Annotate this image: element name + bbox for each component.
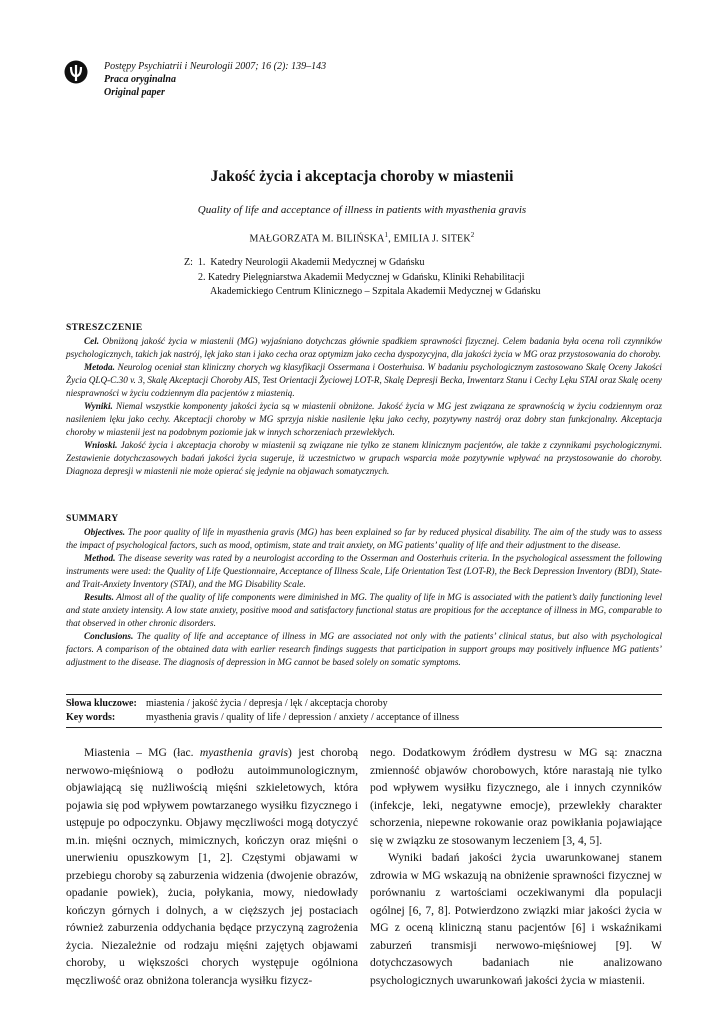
text-conclusions: The quality of life and acceptance of illness in MG are associated not only with the patients’ clinical status, but also with psychological factors. A comparison of the obtained data with earlier research findings suggests that participation in support groups may positively influence MG patients’ adjustment to the disease. The diagnosis of depression in MG cannot be based solely on somatic symptoms.: [66, 631, 662, 667]
label-wnioski: Wnioski.: [84, 440, 118, 450]
label-metoda: Metoda.: [84, 362, 115, 372]
label-objectives: Objectives.: [84, 527, 126, 537]
body-text: ) jest chorobą nerwowo-mięśniową o podłożu autoimmunologicznym, objawiającą się nużliwością mięśni szkieletowych, która pojawia się pod wpływem powtarzanego wysiłku fizycznego i ustępuje po odpoczynku. Objawy męczliwości mogą dotyczyć m.in. mięśni ocznych, mimicznych, kończyn oraz mięśni o unerwieniu opuszkowym [1, 2]. Częstymi objawami w przebiegu choroby są zaburzenia widzenia (dwojenie obrazów, opadanie powiek), żucia, połykania, mowy, niedowłady kończyn górnych i dolnych, a w cięższych jej postaciach również zaburzenia oddychania będące przyczyną zagrożenia życia. Niezależnie od rodzaju mięśni zajętych objawami choroby, u większości chorych występuje ogólniona męczliwość oraz obniżona tolerancja wysiłku fizycz-: [66, 746, 358, 987]
author-1-affiliation: 1: [384, 231, 389, 239]
affiliation-1: Z: 1. Katedry Neurologii Akademii Medycznej w Gdańsku: [184, 257, 425, 268]
author-separator: ,: [388, 233, 394, 245]
body-paragraph: [66, 744, 358, 989]
label-wyniki: Wyniki.: [84, 401, 113, 411]
body-paragraph: Wyniki badań jakości życia uwarunkowanej stanem zdrowia w MG wskazują na obniżenie sprawności fizycznej w porównaniu z wartościami oczekiwanymi dla populacji ogólnej [6, 7, 8]. Potwierdzono związki miar jakości życia w MG z oceną kliniczną stanu pacjentów [6] i wskaźnikami zaburzeń transmisji nerwowo-mięśniowej [9]. W dotychczasowych badaniach nie analizowano psychologicznych uwarunkowań jakości życia w miastenii.: [370, 851, 662, 987]
affiliation-2: 2. Katedry Pielęgniarstwa Akademii Medycznej w Gdańsku, Kliniki Rehabilitacji: [198, 271, 525, 283]
body-text: Miastenia – MG (łac.: [84, 746, 200, 759]
keywords-pl-label: Słowa kluczowe:: [66, 698, 137, 709]
abstract-en-conclusions: [66, 630, 662, 669]
abstract-pl-metoda: [66, 361, 662, 400]
abstract-pl-wnioski: [66, 439, 662, 478]
affiliation-2-cont: Akademickiego Centrum Klinicznego – Szpitala Akademii Medycznej w Gdańsku: [210, 286, 541, 297]
abstract-polish: [66, 322, 662, 478]
label-cel: Cel.: [84, 336, 100, 346]
abstract-english: [66, 513, 662, 669]
text-method: The disease severity was rated by a neurologist according to the Osserman and Oosterhuis criteria. In the psychological assessment the following instruments were used: the Quality of Life Questionnaire, Acceptance of Illness Scale, Life Orientation Test (LOT-R), the Beck Depression Inventory (BDI), State- and Trait-Anxiety Inventory (STAI), and the MG Disability Scale.: [66, 553, 662, 589]
text-wyniki: Niemal wszystkie komponenty jakości życia są w miastenii obniżone. Jakość życia w MG jest związana ze sprawnością w życiu codziennym oraz nasileniem lęku jako cechy. Akceptacji choroby w MG sprzyja niskie nasilenie lęku jako cechy, pozytywny nastrój oraz dobry stan funkcjonalny. Akceptacja choroby w miastenii jest na podobnym poziomie jak w innych schorzeniach przewlekłych.: [66, 401, 662, 437]
label-results: Results.: [84, 592, 114, 602]
paper-subtitle: Quality of life and acceptance of illness in patients with myasthenia gravis: [197, 204, 527, 216]
author-1: MAŁGORZATA M. BILIŃSKA: [249, 233, 385, 245]
keywords-box: [66, 694, 662, 728]
paper-type-pl: Praca oryginalna: [104, 74, 176, 85]
body-text-latin: myasthenia gravis: [199, 746, 288, 759]
text-cel: Obniżoną jakość życia w miastenii (MG) wyjaśniano dotychczas głównie spadkiem sprawności fizycznej. Celem badania była ocena roli czynników psychologicznych, takich jak nastrój, lęk jako stan i jako cecha oraz optymizm jako cecha dyspozycyjna, dla jakości życia w MG oraz przystosowania do choroby.: [66, 336, 662, 359]
author-2-affiliation: 2: [470, 231, 475, 239]
affiliations: [184, 256, 540, 300]
text-objectives: The poor quality of life in myasthenia gravis (MG) has been explained so far by reduced physical disability. The aim of the study was to assess the impact of psychological factors, such as mood, optimism, state and trait anxiety, on MG patients’ quality of life and their adjustment to the disease.: [66, 527, 662, 550]
paper-type-en: Original paper: [104, 87, 165, 98]
abstract-en-results: [66, 591, 662, 630]
summary-heading: SUMMARY: [66, 514, 119, 524]
paper-title: Jakość życia i akceptacja choroby w miastenii: [210, 168, 514, 185]
keywords-pl: miastenia / jakość życia / depresja / lęk / akceptacja choroby: [146, 698, 388, 709]
body-paragraph: nego. Dodatkowym źródłem dystresu w MG są: znaczna zmienność objawów chorobowych, które narastają nie tylko pod wpływem wysiłku fizycznego, ale i innych czynników (infekcje, leki, negatywne emocje), przewlekły charakter schorzenia, niepewne rokowanie oraz powikłania pojawiające się w związku ze stosowanym leczeniem [3, 4, 5].: [370, 746, 662, 847]
streszczenie-heading: STRESZCZENIE: [66, 323, 143, 333]
body-column-left: [66, 744, 358, 989]
journal-logo-icon: [64, 60, 88, 84]
text-results: Almost all of the quality of life components were diminished in MG. The quality of life in MG is associated with the patient’s daily functioning level and state anxiety intensity. A low state anxiety, positive mood and satisfactory functional status are propitious for the acceptance of illness in MG, comparable to that observed in other chronic disorders.: [66, 592, 662, 628]
label-conclusions: Conclusions.: [84, 631, 134, 641]
abstract-en-method: [66, 552, 662, 591]
author-list: [0, 231, 724, 244]
journal-citation: Postępy Psychiatrii i Neurologii 2007; 16 (2): 139–143: [104, 61, 327, 72]
keywords-en: myasthenia gravis / quality of life / depression / anxiety / acceptance of illness: [146, 711, 459, 723]
abstract-en-objectives: [66, 526, 662, 552]
journal-header: [104, 60, 326, 99]
text-metoda: Neurolog oceniał stan kliniczny chorych wg klasyfikacji Ossermana i Oosterhuisa. W badaniu psychologicznym zastosowano Skalę Oceny Jakości Życia QLQ-C.30 v. 3, Skalę Akceptacji Choroby AIS, Test Orientacji Życiowej LOT-R, Skalę Depresji Becka, Inwentarz Stanu i Cechy Lęku STAI oraz Skalę oceny niesprawności w życiu codziennym dla pacjentów z miastenią.: [66, 362, 662, 398]
text-wnioski: Jakość życia i akceptacja choroby w miastenii są związane nie tylko ze stanem klinicznym pacjentów, ale także z czynnikami psychologicznymi. Zestawienie dotychczasowych badań jakości życia sugeruje, iż uczestnictwo w grupach wsparcia może pozytywnie wpływać na przystosowanie do choroby. Diagnoza depresji w miastenii nie może opierać się jedynie na objawach somatycznych.: [66, 440, 662, 476]
author-2: EMILIA J. SITEK: [393, 233, 471, 245]
keywords-en-label: Key words:: [66, 711, 116, 723]
abstract-pl-wyniki: [66, 400, 662, 439]
body-column-right: [370, 744, 662, 989]
label-method: Method.: [84, 553, 116, 563]
abstract-pl-cel: [66, 335, 662, 361]
